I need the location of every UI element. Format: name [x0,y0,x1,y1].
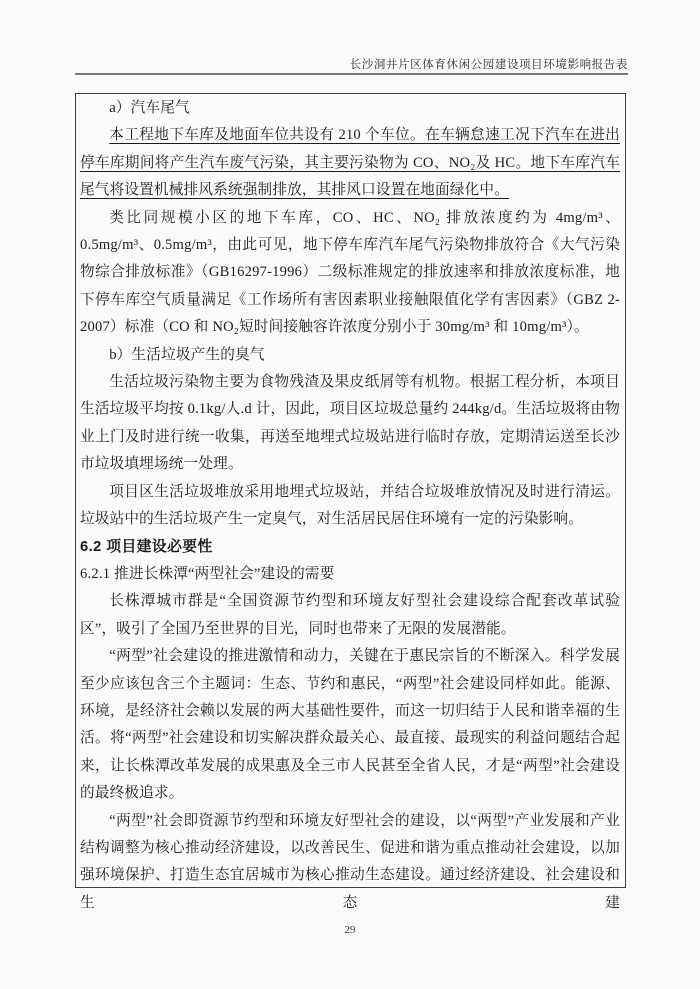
para-emission-analogy: 类比同规模小区的地下车库，CO、HC、NO₂ 排放浓度约为 4mg/m³、0.5mg/m³、0.5mg/m³，由此可见，地下停车库汽车尾气污染物排放符合《大气污染物综合排放标准》（GB16297-1996）二级标准规定的排放速率和排放浓度标准，地下停车库空气质量满足《工作场所有害因素职业接触限值化学有害因素》（GBZ 2-2007）标准（CO 和 NO₂短时间接触容许浓度分别小于 30mg/m³ 和 10mg/m³）。 [80,209,620,336]
para-czt-city-group: 长株潭城市群是“全国资源节约型和环境友好型社会建设综合配套改革试验区”，吸引了全国乃至世界的目光，同时也带来了无限的发展潜能。 [80,593,620,637]
para-parking-exhaust: 本工程地下车库及地面车位共设有 210 个车位。在车辆怠速工况下汽车在进出停车库期间将产生汽车废气污染，其主要污染物为 CO、NO₂及 HC。地下车库汽车尾气将设置机械排风系统强制排放，其排风口设置在地面绿化中。 [80,127,620,199]
para-two-type-definition: “两型”社会即资源节约型和环境友好型社会的建设，以“两型”产业发展和产业结构调整为核心推动经济建设，以改善民生、促进和谐为重点推动社会建设，以加强环境保护、打造生态宜居城市为核心推动生态建设。通过经济建设、社会建设和生态建 [80,812,620,911]
page-footer [0,920,700,938]
item-a-heading: a）汽车尾气 [109,100,190,116]
para-garbage-station: 项目区生活垃圾堆放采用地埋式垃圾站，并结合垃圾堆放情况及时进行清运。垃圾站中的生活垃圾产生一定臭气，对生活居民居住环境有一定的污染影响。 [80,483,620,528]
para-domestic-garbage: 生活垃圾污染物主要为食物残渣及果皮纸屑等有机物。根据工程分析，本项目生活垃圾平均按 0.1kg/人.d 计，因此，项目区垃圾总量约 244kg/d。生活垃圾将由物业上门及时进行统一收集，再送至地埋式垃圾站进行临时存放，定期清运送至长沙市垃圾填埋场统一处理。 [80,374,620,473]
item-b-heading: b）生活垃圾产生的臭气 [109,346,265,363]
header-rule [75,73,628,75]
document-body [75,93,626,911]
heading-6-2: 6.2 项目建设必要性 [80,538,213,555]
header-title: 长沙洞井片区体育休闲公园建设项目环境影响报告表 [349,59,628,71]
heading-6-2-1: 6.2.1 推进长株潭“两型社会”建设的需要 [80,565,335,582]
para-two-type-motivation: “两型”社会建设的推进激情和动力，关键在于惠民宗旨的不断深入。科学发展至少应该包含三个主题词：生态、节约和惠民，“两型”社会建设同样如此。能源、环境，是经济社会赖以发展的两大基础性要件，而这一切归结于人民和谐幸福的生活。将“两型”社会建设和切实解决群众最关心、最直接、最现实的利益问题结合起来，让长株潭改革发展的成果惠及全三市人民甚至全省人民，才是“两型”社会建设的最终极追求。 [80,648,620,802]
page-number: 29 [344,924,356,936]
